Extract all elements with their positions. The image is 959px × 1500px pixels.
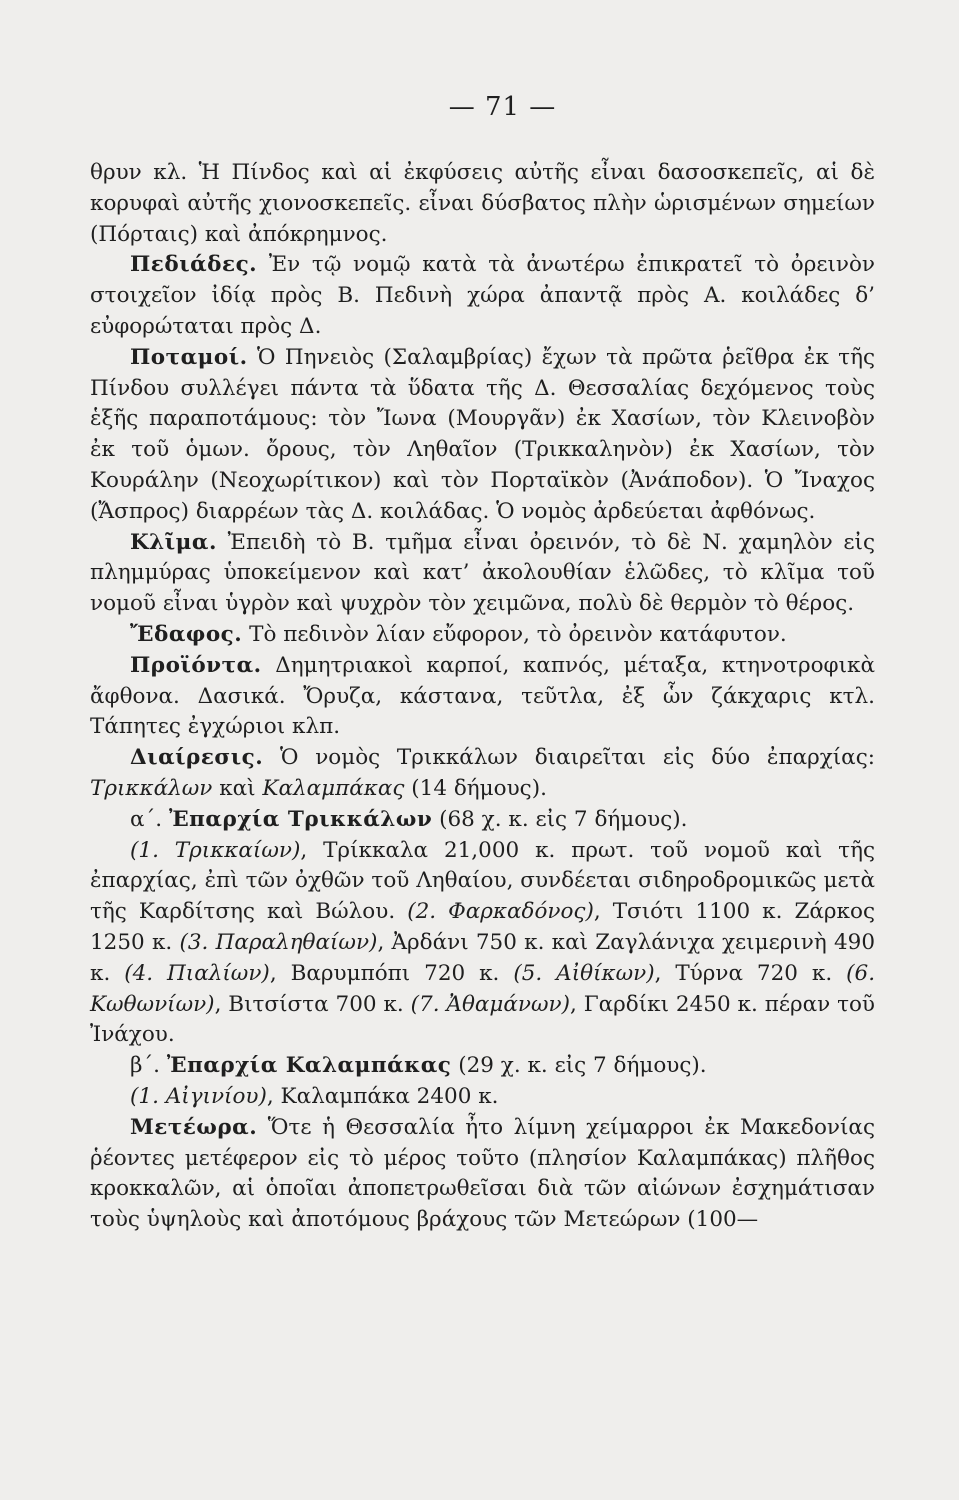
paragraph-p11	[90, 1082, 875, 1113]
text-run: (14 δήμους).	[404, 775, 547, 801]
italic-text: (7. Ἀθαμάνων)	[410, 991, 570, 1017]
paragraph-p6	[90, 651, 875, 743]
paragraph-p5	[90, 620, 875, 651]
paragraph-p8	[90, 805, 875, 836]
text-run: καὶ	[212, 775, 263, 801]
text-run: , Τρίκκαλα 21,000 κ. πρωτ. τοῦ νομοῦ καὶ τῆς ἐπαρχίας, ἐπὶ τῶν ὀχθῶν τοῦ Ληθαίου, συνδέεται σιδηροδρομικῶς μετὰ τῆς Καρδίτσης καὶ Βώλου.	[90, 837, 875, 925]
section-heading: Ἐπαρχία Καλαμπάκας	[166, 1053, 452, 1079]
italic-text: (4. Πιαλίων)	[124, 960, 270, 986]
paragraph-p9	[90, 836, 875, 1052]
paragraph-p4	[90, 528, 875, 620]
paragraph-p12	[90, 1113, 875, 1236]
text-run: Δημητριακοὶ καρποί, καπνός, μέταξα, κτηνοτροφικὰ ἄφθονα. Δασικά. Ὄρυζα, κάστανα, τεῦτλα, ἐξ ὧν ζάκχαρις κτλ. Τάπητες ἐγχώριοι κλπ.	[90, 652, 875, 740]
text-run: (68 χ. κ. εἰς 7 δήμους).	[432, 806, 688, 832]
italic-text: (1. Τρικκαίων)	[130, 837, 301, 863]
text-run: Ὁ Πηνειὸς (Σαλαμβρίας) ἔχων τὰ πρῶτα ῥεῖθρα ἐκ τῆς Πίνδου συλλέγει πάντα τὰ ὕδατα τῆς Δ. Θεσσαλίας δεχόμενος τοὺς ἑξῆς παραποτάμους: τὸν Ἴωνα (Μουργᾶν) ἐκ Χασίων, τὸν Κλεινοβὸν ἐκ τοῦ ὁμων. ὄρους, τὸν Ληθαῖον (Τρικκαληνὸν) ἐκ Χασίων, τὸν Κουράλην (Νεοχωρίτικον) καὶ τὸν Πορταϊκὸν (Ἀνάποδον). Ὁ Ἴναχος (Ἄσπρος) διαρρέων τὰς Δ. κοιλάδας. Ὁ νομὸς ἀρδεύεται ἀφθόνως.	[90, 344, 875, 524]
text-run: Ὁ νομὸς Τρικκάλων διαιρεῖται εἰς δύο ἐπαρχίας:	[263, 745, 875, 771]
text-run: , Τσιότι 1100 κ. Ζάρκος 1250 κ.	[90, 899, 875, 955]
text-run: , Βαρυμπόπι 720 κ.	[269, 960, 514, 986]
section-heading: Μετέωρα.	[130, 1114, 258, 1140]
section-heading: Διαίρεσις.	[130, 745, 264, 771]
paragraph-p7	[90, 743, 875, 805]
italic-text: Τρικκάλων	[90, 775, 213, 801]
italic-text: (1. Αἰγινίου)	[130, 1083, 267, 1109]
italic-text: (3. Παραληθαίων)	[179, 929, 378, 955]
section-heading: Ἐπαρχία Τρικκάλων	[168, 806, 433, 832]
italic-text: Καλαμπάκας	[262, 775, 405, 801]
text-run: Ἐπειδὴ τὸ Β. τμῆμα εἶναι ὀρεινόν, τὸ δὲ Ν. χαμηλὸν εἰς πλημμύρας ὑποκείμενον καὶ κατ’ ἀκολουθίαν ἑλῶδες, τὸ κλῖμα τοῦ νομοῦ εἶναι ὑγρὸν καὶ ψυχρὸν τὸν χειμῶνα, πολὺ δὲ θερμὸν τὸ θέρος.	[90, 529, 875, 617]
text-run: , Ἀρδάνι 750 κ. καὶ Ζαγλάνιχα χειμερινὴ 490 κ.	[90, 929, 876, 986]
section-heading: Προϊόντα.	[130, 652, 262, 678]
text-run: , Τύρνα 720 κ.	[654, 960, 847, 986]
italic-text: (5. Αἰθίκων)	[513, 960, 655, 986]
section-heading: Κλῖμα.	[130, 529, 217, 555]
body-text	[90, 158, 875, 1236]
text-run: , Γαρδίκι 2450 κ. πέραν τοῦ Ἰνάχου.	[90, 991, 875, 1048]
text-run: (29 χ. κ. εἰς 7 δήμους).	[451, 1053, 707, 1079]
text-run: β΄.	[130, 1053, 167, 1079]
text-run: , Βιτσίστα 700 κ.	[214, 991, 411, 1017]
italic-text: (6. Κωθωνίων)	[90, 960, 876, 1017]
section-heading: Πεδιάδες.	[130, 252, 258, 278]
text-run: α΄.	[130, 806, 169, 832]
section-heading: Ποταμοί.	[130, 344, 248, 370]
paragraph-p1	[90, 158, 875, 250]
paragraph-p10	[90, 1051, 875, 1082]
text-run: θρυν κλ. Ἡ Πίνδος καὶ αἱ ἐκφύσεις αὐτῆς εἶναι δασοσκεπεῖς, αἱ δὲ κορυφαὶ αὐτῆς χιονοσκεπεῖς. εἶναι δύσβατος πλὴν ὡρισμένων σημείων (Πόρταις) καὶ ἀπόκρημνος.	[90, 160, 875, 247]
page-number: — 71 —	[448, 92, 557, 122]
paragraph-p3	[90, 343, 875, 528]
text-run: Ὅτε ἡ Θεσσαλία ἦτο λίμνη χείμαρροι ἐκ Μακεδονίας ῥέοντες μετέφερον εἰς τὸ μέρος τοῦτο (πλησίον Καλαμπάκας) πλῆθος κροκκαλῶν, αἱ ὁποῖαι ἀποπετρωθεῖσαι διὰ τῶν αἰώνων ἐσχημάτισαν τοὺς ὑψηλοὺς καὶ ἀποτόμους βράχους τῶν Μετεώρων (100—	[90, 1114, 875, 1233]
text-run: Ἐν τῷ νομῷ κατὰ τὰ ἀνωτέρω ἐπικρατεῖ τὸ ὀρεινὸν στοιχεῖον ἰδίᾳ πρὸς Β. Πεδινὴ χώρα ἀπαντᾷ πρὸς Α. κοιλάδες δ’ εὐφορώταται πρὸς Δ.	[90, 252, 875, 339]
italic-text: (2. Φαρκαδόνος)	[407, 899, 594, 925]
text-run: Τὸ πεδινὸν λίαν εὔφορον, τὸ ὀρεινὸν κατάφυτον.	[242, 621, 787, 647]
text-run: , Καλαμπάκα 2400 κ.	[266, 1083, 499, 1109]
paragraph-p2	[90, 250, 875, 342]
section-heading: Ἔδαφος.	[130, 621, 243, 647]
